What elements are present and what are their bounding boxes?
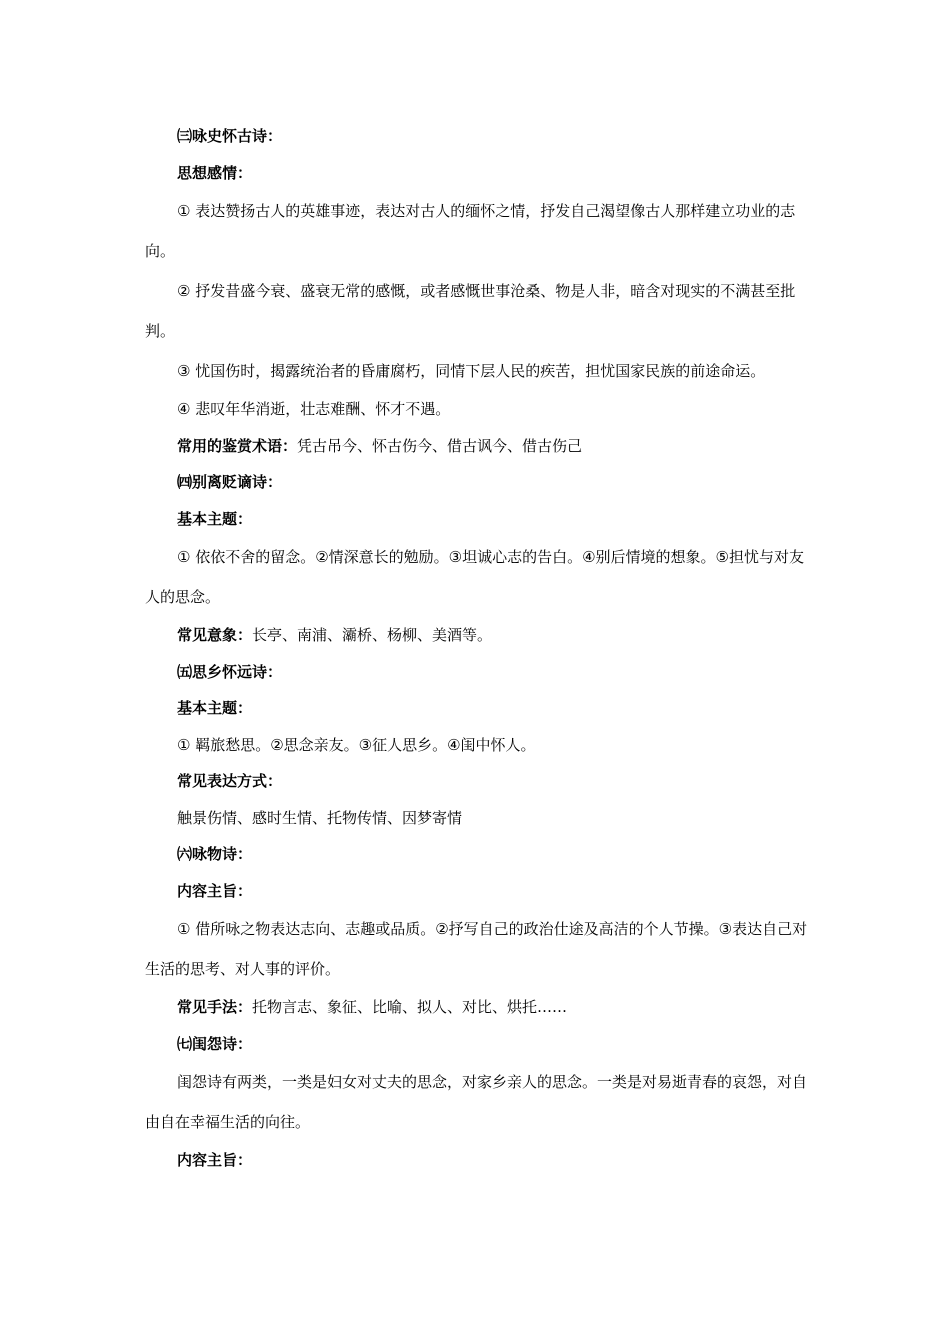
terms-line — [145, 428, 809, 465]
terms-label: 常见意象： — [177, 626, 253, 644]
terms-label: 常见表达方式： — [177, 772, 283, 790]
section-heading: ㈣别离贬谪诗： — [177, 473, 283, 491]
terms-value: 托物言志、象征、比喻、拟人、对比、烘托…… — [252, 998, 568, 1016]
terms-value: 长亭、南浦、灞桥、杨柳、美酒等。 — [252, 626, 493, 644]
section-heading: ㈦闺怨诗： — [177, 1034, 253, 1053]
terms-value: 触景伤情、感时生情、托物传情、因梦寄情 — [177, 808, 463, 827]
section-subheading: 内容主旨： — [177, 1151, 253, 1169]
terms-value: 凭古吊今、怀古伤今、借古讽今、借古伤己 — [297, 436, 583, 455]
section-body: ① 羁旅愁思。②思念亲友。③征人思乡。④闺中怀人。 — [177, 735, 536, 754]
terms-label: 常用的鉴赏术语： — [177, 436, 298, 455]
section-heading: ㈥咏物诗： — [177, 845, 253, 863]
section-body: ① 依依不舍的留念。②情深意长的勉励。③坦诚心志的告白。④别后情境的想象。⑤担忧与对友人的思念。 — [145, 548, 805, 606]
terms-label: 常见手法： — [177, 998, 253, 1016]
list-item: ③ 忧国伤时，揭露统治者的昏庸腐朽，同情下层人民的疾苦，担忧国家民族的前途命运。 — [177, 362, 766, 380]
section-intro: 闺怨诗有两类，一类是妇女对丈夫的思念，对家乡亲人的思念。一类是对易逝青春的哀怨，对自由自在幸福生活的向往。 — [145, 1073, 808, 1131]
section-subheading: 思想感情： — [177, 163, 253, 182]
list-item: ② 抒发昔盛今衰、盛衰无常的感慨，或者感慨世事沧桑、物是人非，暗含对现实的不满甚至批判。 — [145, 282, 796, 340]
section-heading: ㈢咏史怀古诗： — [177, 127, 283, 145]
terms-line — [145, 989, 809, 1026]
section-heading: ㈤思乡怀远诗： — [177, 662, 283, 681]
list-item: ① 表达赞扬古人的英雄事迹，表达对古人的缅怀之情，抒发自己渴望像古人那样建立功业的志向。 — [145, 202, 796, 260]
section-subheading: 基本主题： — [177, 699, 253, 717]
section-subheading: 基本主题： — [177, 509, 253, 528]
section-body: ① 借所咏之物表达志向、志趣或品质。②抒写自己的政治仕途及高洁的个人节操。③表达自己对生活的思考、对人事的评价。 — [145, 920, 808, 978]
terms-line — [145, 617, 809, 654]
section-subheading: 内容主旨： — [177, 881, 253, 900]
list-item: ④ 悲叹年华消逝，壮志难酬、怀才不遇。 — [177, 400, 451, 418]
document-page — [145, 118, 809, 1179]
